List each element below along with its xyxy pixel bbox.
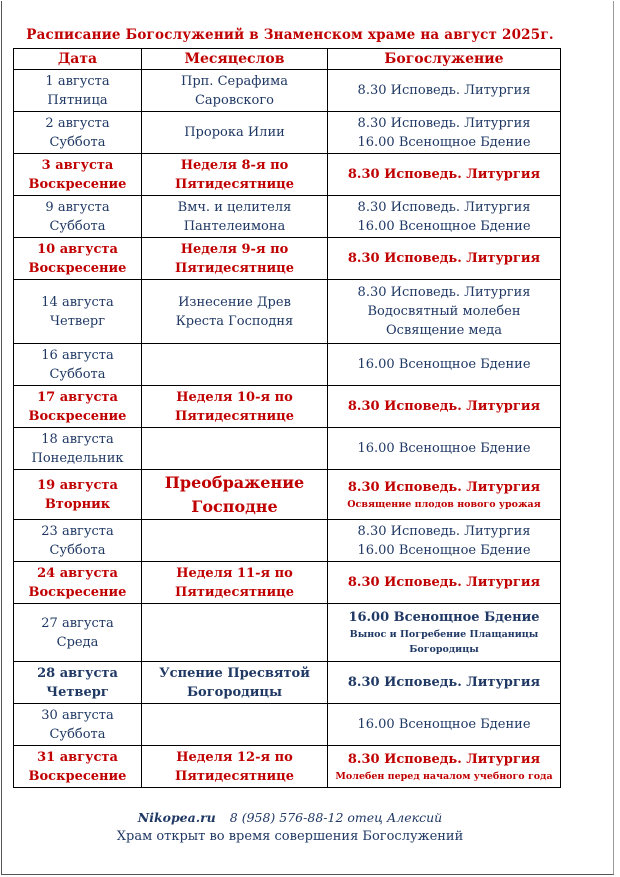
service-cell — [328, 704, 561, 746]
service-line: 8.30 Исповедь. Литургия — [357, 523, 531, 539]
date-day: 17 августа — [37, 389, 118, 405]
date-cell — [14, 428, 142, 470]
date-cell — [14, 196, 142, 238]
date-cell — [14, 520, 142, 562]
feast-line: Прп. Серафима — [180, 73, 288, 89]
date-day: 31 августа — [37, 749, 118, 765]
date-weekday: Воскресение — [28, 768, 127, 784]
date-cell — [14, 154, 142, 196]
table-row — [14, 562, 561, 604]
date-cell — [14, 604, 142, 662]
feast-line: Креста Господня — [175, 313, 294, 329]
table-row — [14, 238, 561, 280]
feast-line: Неделя 11-я по — [176, 565, 293, 581]
service-line: 16.00 Всенощное Бдение — [357, 441, 531, 456]
service-cell — [328, 562, 561, 604]
date-weekday: Воскресение — [28, 176, 127, 192]
service-line: 8.30 Исповедь. Литургия — [357, 285, 531, 300]
date-cell — [14, 746, 142, 788]
service-cell — [328, 280, 561, 344]
date-weekday: Четверг — [49, 313, 106, 329]
feast-cell — [142, 386, 328, 428]
feast-line: Пятидесятнице — [174, 260, 295, 276]
date-cell — [14, 280, 142, 344]
service-line: 8.30 Исповедь. Литургия — [347, 575, 541, 590]
date-day: 1 августа — [45, 73, 110, 89]
service-line: 8.30 Исповедь. Литургия — [357, 83, 531, 98]
service-cell — [328, 746, 561, 788]
table-row — [14, 662, 561, 704]
table-row — [14, 344, 561, 386]
date-cell — [14, 238, 142, 280]
schedule-table — [13, 48, 561, 788]
service-cell — [328, 604, 561, 662]
feast-line: Успение Пресвятой — [159, 665, 310, 681]
service-cell — [328, 70, 561, 112]
service-line: 8.30 Исповедь. Литургия — [347, 167, 541, 182]
feast-line: Вмч. и целителя — [177, 199, 292, 215]
feast-line: Изнесение Древ — [178, 294, 291, 310]
service-line: 8.30 Исповедь. Литургия — [347, 479, 541, 495]
date-cell — [14, 704, 142, 746]
date-weekday: Среда — [56, 634, 99, 650]
table-row — [14, 154, 561, 196]
feast-cell — [142, 280, 328, 344]
date-day: 3 августа — [41, 157, 114, 173]
service-line: Молебен перед началом учебного года — [335, 770, 553, 782]
feast-cell — [142, 70, 328, 112]
site-link[interactable]: Nikopea.ru — [137, 810, 216, 825]
feast-line: Пятидесятнице — [174, 768, 295, 784]
header-service: Богослужение — [328, 49, 561, 70]
date-cell — [14, 344, 142, 386]
page-title: Расписание Богослужений в Знаменском храме на август 2025г. — [26, 27, 554, 43]
date-day: 23 августа — [41, 523, 114, 539]
feast-line: Неделя 9-я по — [180, 241, 289, 257]
date-day: 16 августа — [41, 347, 114, 363]
date-weekday: Понедельник — [31, 450, 124, 466]
date-weekday: Воскресение — [28, 260, 127, 276]
date-weekday: Воскресение — [28, 408, 127, 424]
table-row — [14, 428, 561, 470]
date-day: 2 августа — [45, 115, 110, 131]
service-cell — [328, 470, 561, 520]
feast-cell — [142, 112, 328, 154]
table-row — [14, 470, 561, 520]
feast-line: Неделя 10-я по — [176, 389, 293, 405]
date-weekday: Пятница — [47, 92, 108, 108]
service-cell — [328, 520, 561, 562]
header-calendar: Месяцеслов — [142, 49, 328, 70]
service-cell — [328, 238, 561, 280]
service-line: 8.30 Исповедь. Литургия — [347, 751, 541, 767]
service-line: Освящение плодов нового урожая — [347, 498, 541, 510]
feast-cell — [142, 746, 328, 788]
service-line: 16.00 Всенощное Бдение — [357, 542, 531, 558]
table-row — [14, 280, 561, 344]
service-line: 16.00 Всенощное Бдение — [357, 134, 531, 150]
table-row — [14, 604, 561, 662]
date-weekday: Воскресение — [28, 584, 127, 600]
date-cell — [14, 662, 142, 704]
footer-contact — [0, 810, 580, 825]
table-row — [14, 520, 561, 562]
table-row — [14, 386, 561, 428]
feast-line: Преображение — [164, 472, 305, 492]
feast-cell — [142, 196, 328, 238]
feast-line: Пятидесятнице — [174, 408, 295, 424]
service-line: 8.30 Исповедь. Литургия — [347, 399, 541, 414]
feast-cell — [142, 662, 328, 704]
date-cell — [14, 562, 142, 604]
feast-cell — [142, 562, 328, 604]
feast-line: Неделя 8-я по — [180, 157, 289, 173]
date-day: 30 августа — [41, 707, 114, 723]
date-weekday: Суббота — [49, 366, 106, 382]
feast-line: Господне — [191, 496, 278, 516]
feast-line: Богородицы — [186, 684, 283, 700]
feast-cell — [142, 238, 328, 280]
service-line: 16.00 Всенощное Бдение — [348, 610, 540, 625]
service-line: 16.00 Всенощное Бдение — [357, 717, 531, 732]
table-row — [14, 112, 561, 154]
service-line: Вынос и Погребение Плащаницы — [349, 629, 539, 640]
table-row — [14, 746, 561, 788]
date-day: 10 августа — [37, 241, 118, 257]
service-line: 8.30 Исповедь. Литургия — [357, 115, 531, 131]
feast-cell — [142, 344, 328, 386]
date-day: 18 августа — [41, 431, 114, 447]
feast-line: Саровского — [194, 92, 275, 108]
feast-line: Пятидесятнице — [174, 584, 295, 600]
date-weekday: Суббота — [49, 726, 106, 742]
table-row — [14, 196, 561, 238]
service-cell — [328, 344, 561, 386]
date-day: 19 августа — [37, 477, 118, 493]
feast-cell — [142, 520, 328, 562]
phone-contact: 8 (958) 576-88-12 отец Алексий — [229, 810, 443, 825]
feast-cell — [142, 470, 328, 520]
feast-cell — [142, 604, 328, 662]
service-line: 8.30 Исповедь. Литургия — [347, 675, 541, 690]
date-weekday: Суббота — [49, 542, 106, 558]
date-cell — [14, 386, 142, 428]
feast-line: Пятидесятнице — [174, 176, 295, 192]
service-cell — [328, 662, 561, 704]
service-line: Освящение меда — [386, 323, 502, 338]
feast-cell — [142, 428, 328, 470]
header-row — [14, 49, 561, 70]
date-day: 27 августа — [41, 615, 114, 631]
service-line: 8.30 Исповедь. Литургия — [357, 199, 531, 215]
service-cell — [328, 154, 561, 196]
service-cell — [328, 112, 561, 154]
date-cell — [14, 70, 142, 112]
feast-cell — [142, 154, 328, 196]
service-line: 16.00 Всенощное Бдение — [357, 218, 531, 234]
service-line: Богородицы — [409, 644, 479, 655]
service-line: Водосвятный молебен — [367, 304, 521, 319]
date-cell — [14, 470, 142, 520]
date-day: 28 августа — [37, 665, 118, 681]
header-date: Дата — [14, 49, 142, 70]
service-cell — [328, 386, 561, 428]
table-row — [14, 70, 561, 112]
feast-line: Неделя 12-я по — [176, 749, 293, 765]
feast-cell — [142, 704, 328, 746]
date-weekday: Суббота — [49, 134, 106, 150]
date-day: 24 августа — [37, 565, 118, 581]
service-cell — [328, 196, 561, 238]
service-line: 16.00 Всенощное Бдение — [357, 357, 531, 372]
date-day: 14 августа — [41, 294, 114, 310]
table-row — [14, 704, 561, 746]
service-line: 8.30 Исповедь. Литургия — [347, 251, 541, 266]
feast-line: Пантелеимона — [183, 218, 286, 234]
date-weekday: Четверг — [46, 684, 109, 700]
feast-line: Пророка Илии — [184, 125, 285, 140]
date-weekday: Суббота — [49, 218, 106, 234]
footer-note: Храм открыт во время совершения Богослужений — [116, 829, 464, 844]
date-cell — [14, 112, 142, 154]
date-day: 9 августа — [45, 199, 110, 215]
service-cell — [328, 428, 561, 470]
date-weekday: Вторник — [44, 496, 111, 512]
